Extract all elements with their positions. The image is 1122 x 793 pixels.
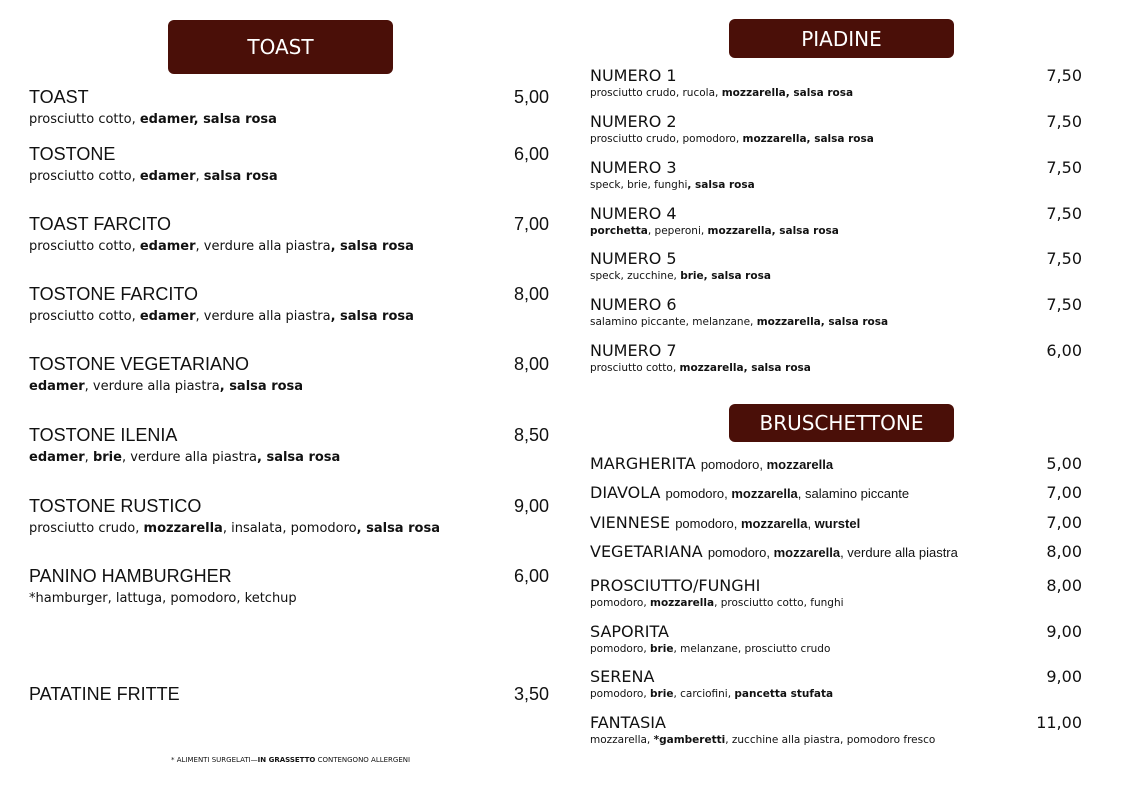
ingredient-text: , peperoni, [647,225,708,237]
item-price: 7,50 [1046,204,1082,223]
ingredient-text: , [807,516,815,531]
item-name [590,576,760,595]
allergen-text: mozzarella, salsa rosa [756,316,889,328]
item-price: 9,00 [1046,667,1082,686]
ingredient-text: , insalata, pomodoro [222,521,357,536]
toast-title: TOAST [247,35,314,59]
item-description [29,450,340,465]
item-description [590,179,755,191]
item-name [29,684,180,705]
item-description [675,516,860,531]
ingredient-text: , melanzane, prosciutto crudo [673,643,831,655]
ingredient-text: prosciutto crudo, pomodoro, [590,133,743,145]
item-price: 8,00 [513,354,549,374]
item-name-text: TOSTONE RUSTICO [29,496,202,516]
item-price: 7,50 [1046,295,1082,314]
ingredient-text: prosciutto cotto, [29,112,140,127]
allergen-text: mozzarella [740,516,808,531]
allergen-text: , salsa rosa [330,309,414,324]
ingredient-text: speck, zucchine, [590,270,681,282]
item-name-text: NUMERO 4 [590,204,677,223]
ingredient-text: , verdure alla piastra [195,239,331,254]
item-name [590,112,677,131]
item-description [29,591,297,606]
item-name [29,214,171,235]
allergen-text: mozzarella [773,545,841,560]
item-name-text: PATATINE FRITTE [29,684,180,704]
item-description [666,486,910,501]
item-name-text: TOAST FARCITO [29,214,172,234]
item-name-text: PANINO HAMBURGHER [29,566,232,586]
ingredient-text: , carciofini, [673,688,735,700]
item-description [29,169,278,184]
item-price: 8,00 [513,284,549,304]
item-price: 8,00 [1046,576,1082,595]
item-name-text: TOSTONE FARCITO [29,284,199,304]
ingredient-text: * ALIMENTI SURGELATI— [171,756,258,764]
item-price: 9,00 [1046,622,1082,641]
item-name-text: TOSTONE VEGETARIANO [29,354,250,374]
allergen-text: edamer [29,450,85,465]
allergen-text: mozzarella, salsa rosa [707,225,839,237]
allergen-text: edamer [139,309,196,324]
allergen-text: mozzarella [143,521,223,536]
ingredient-text: , verdure alla piastra [121,450,257,465]
item-description [590,316,888,328]
item-name [590,713,666,732]
allergen-text: , salsa rosa [257,450,341,465]
allergen-text: mozzarella [650,597,715,609]
allergen-text: *gamberetti [653,734,726,746]
item-price: 7,50 [1046,249,1082,268]
item-price: 7,00 [1046,483,1082,502]
item-description [29,379,303,394]
item-price: 5,00 [513,87,549,107]
ingredient-text: prosciutto cotto, [29,169,140,184]
ingredient-text: pomodoro, [590,643,651,655]
allergen-text: mozzarella [766,457,834,472]
item-name [590,66,677,85]
ingredient-text: pomodoro, [590,597,651,609]
ingredient-text: pomodoro, [700,457,767,472]
ingredient-text: prosciutto crudo, [29,521,144,536]
item-name [590,542,958,561]
item-name [590,622,669,641]
ingredient-text: mozzarella, [590,734,654,746]
item-name [29,284,198,305]
item-price: 3,50 [513,684,549,704]
item-name [590,667,654,686]
item-price: 7,00 [1046,513,1082,532]
item-description [590,133,874,145]
item-name-text: VIENNESE [590,513,671,532]
item-price: 7,50 [1046,66,1082,85]
item-name-text: SAPORITA [590,622,669,641]
item-description [29,112,277,127]
allergen-text: , salsa rosa [356,521,440,536]
item-name-text: NUMERO 3 [590,158,677,177]
ingredient-text: , [84,450,93,465]
allergen-text: edamer [139,239,196,254]
ingredient-text: prosciutto cotto, [29,309,140,324]
item-name-text: DIAVOLA [590,483,661,502]
ingredient-text: prosciutto crudo, rucola, [590,87,722,99]
item-name [590,249,677,268]
item-name-text: NUMERO 7 [590,341,677,360]
ingredient-text: pomodoro, [590,688,651,700]
allergen-text: , salsa rosa [219,379,304,394]
allergen-text: mozzarella, salsa rosa [679,362,811,374]
ingredient-text: prosciutto cotto, [29,239,140,254]
item-name [590,295,677,314]
item-name [29,87,89,108]
ingredient-text: CONTENGONO ALLERGENI [315,756,411,764]
item-price: 8,00 [1046,542,1082,561]
allergen-text: wurstel [814,516,861,531]
item-name [590,341,677,360]
allergen-text: brie [650,688,674,700]
allergen-text: brie [92,450,122,465]
ingredient-text: *hamburger, lattuga, pomodoro, ketchup [29,591,297,606]
allergen-text: IN GRASSETTO [257,756,316,764]
ingredient-text: prosciutto cotto, [590,362,680,374]
item-price: 7,50 [1046,158,1082,177]
bruschettone-title: BRUSCHETTONE [759,411,924,435]
item-name-text: VEGETARIANA [590,542,703,561]
item-price: 11,00 [1036,713,1082,732]
allergen-text: pancetta stufata [734,688,834,700]
item-description [29,239,414,254]
item-description [708,545,958,560]
item-description [29,521,440,536]
toast-header [168,20,393,74]
item-description [29,309,414,324]
item-name-text: TOAST [29,87,89,107]
item-price: 8,50 [513,425,549,445]
item-name-text: PROSCIUTTO/FUNGHI [590,576,761,595]
allergen-text: brie, salsa rosa [680,270,771,282]
item-price: 7,00 [513,214,549,234]
allergen-text: , salsa rosa [687,179,755,191]
item-name-text: NUMERO 6 [590,295,677,314]
allergen-text: edamer, salsa rosa [139,112,277,127]
ingredient-text: , prosciutto cotto, funghi [714,597,844,609]
item-name-text: FANTASIA [590,713,666,732]
allergen-text: salsa rosa [203,169,278,184]
item-description [701,457,833,472]
item-description [590,734,935,746]
item-price: 6,00 [513,144,549,164]
item-price: 5,00 [1046,454,1082,473]
ingredient-text: pomodoro, [675,516,741,531]
item-name [29,566,232,587]
piadine-title: PIADINE [801,26,882,51]
allergen-text: mozzarella [731,486,798,501]
ingredient-text: , zucchine alla piastra, pomodoro fresco [725,734,936,746]
ingredient-text: , verdure alla piastra [840,545,958,560]
item-name [29,144,115,165]
item-name-text: NUMERO 5 [590,249,677,268]
allergen-text: porchetta [590,225,648,237]
item-name [590,204,677,223]
item-name-text: TOSTONE ILENIA [29,425,178,445]
item-name-text: NUMERO 1 [590,66,677,85]
item-description [590,270,771,282]
item-name [29,425,177,446]
item-description [590,225,839,237]
item-description [590,362,811,374]
ingredient-text: , [195,169,204,184]
ingredient-text: pomodoro, [707,545,774,560]
allergen-text: edamer [29,379,85,394]
bruschettone-header [729,404,954,442]
ingredient-text: speck, brie, funghi [590,179,688,191]
allergen-text: brie [650,643,674,655]
item-price: 7,50 [1046,112,1082,131]
item-name [29,496,201,517]
ingredient-text: , verdure alla piastra [195,309,331,324]
item-description [590,597,844,609]
item-price: 6,00 [513,566,549,586]
ingredient-text: pomodoro, [665,486,732,501]
allergen-text: mozzarella, salsa rosa [742,133,874,145]
item-name [590,454,833,473]
ingredient-text: salamino piccante, melanzane, [590,316,757,328]
allergen-text: , salsa rosa [330,239,414,254]
item-name [590,158,677,177]
ingredient-text: , verdure alla piastra [84,379,220,394]
item-name-text: TOSTONE [29,144,116,164]
ingredient-text: , salamino piccante [797,486,910,501]
item-price: 6,00 [1046,341,1082,360]
piadine-header [729,19,954,58]
item-name-text: MARGHERITA [590,454,696,473]
allergen-footnote [171,756,410,764]
item-price: 9,00 [513,496,549,516]
item-name [29,354,249,375]
allergen-text: edamer [139,169,196,184]
item-name-text: NUMERO 2 [590,112,677,131]
item-name [590,483,909,502]
item-name [590,513,860,532]
item-description [590,643,830,655]
allergen-text: mozzarella, salsa rosa [721,87,854,99]
item-description [590,688,833,700]
item-description [590,87,853,99]
item-name-text: SERENA [590,667,655,686]
